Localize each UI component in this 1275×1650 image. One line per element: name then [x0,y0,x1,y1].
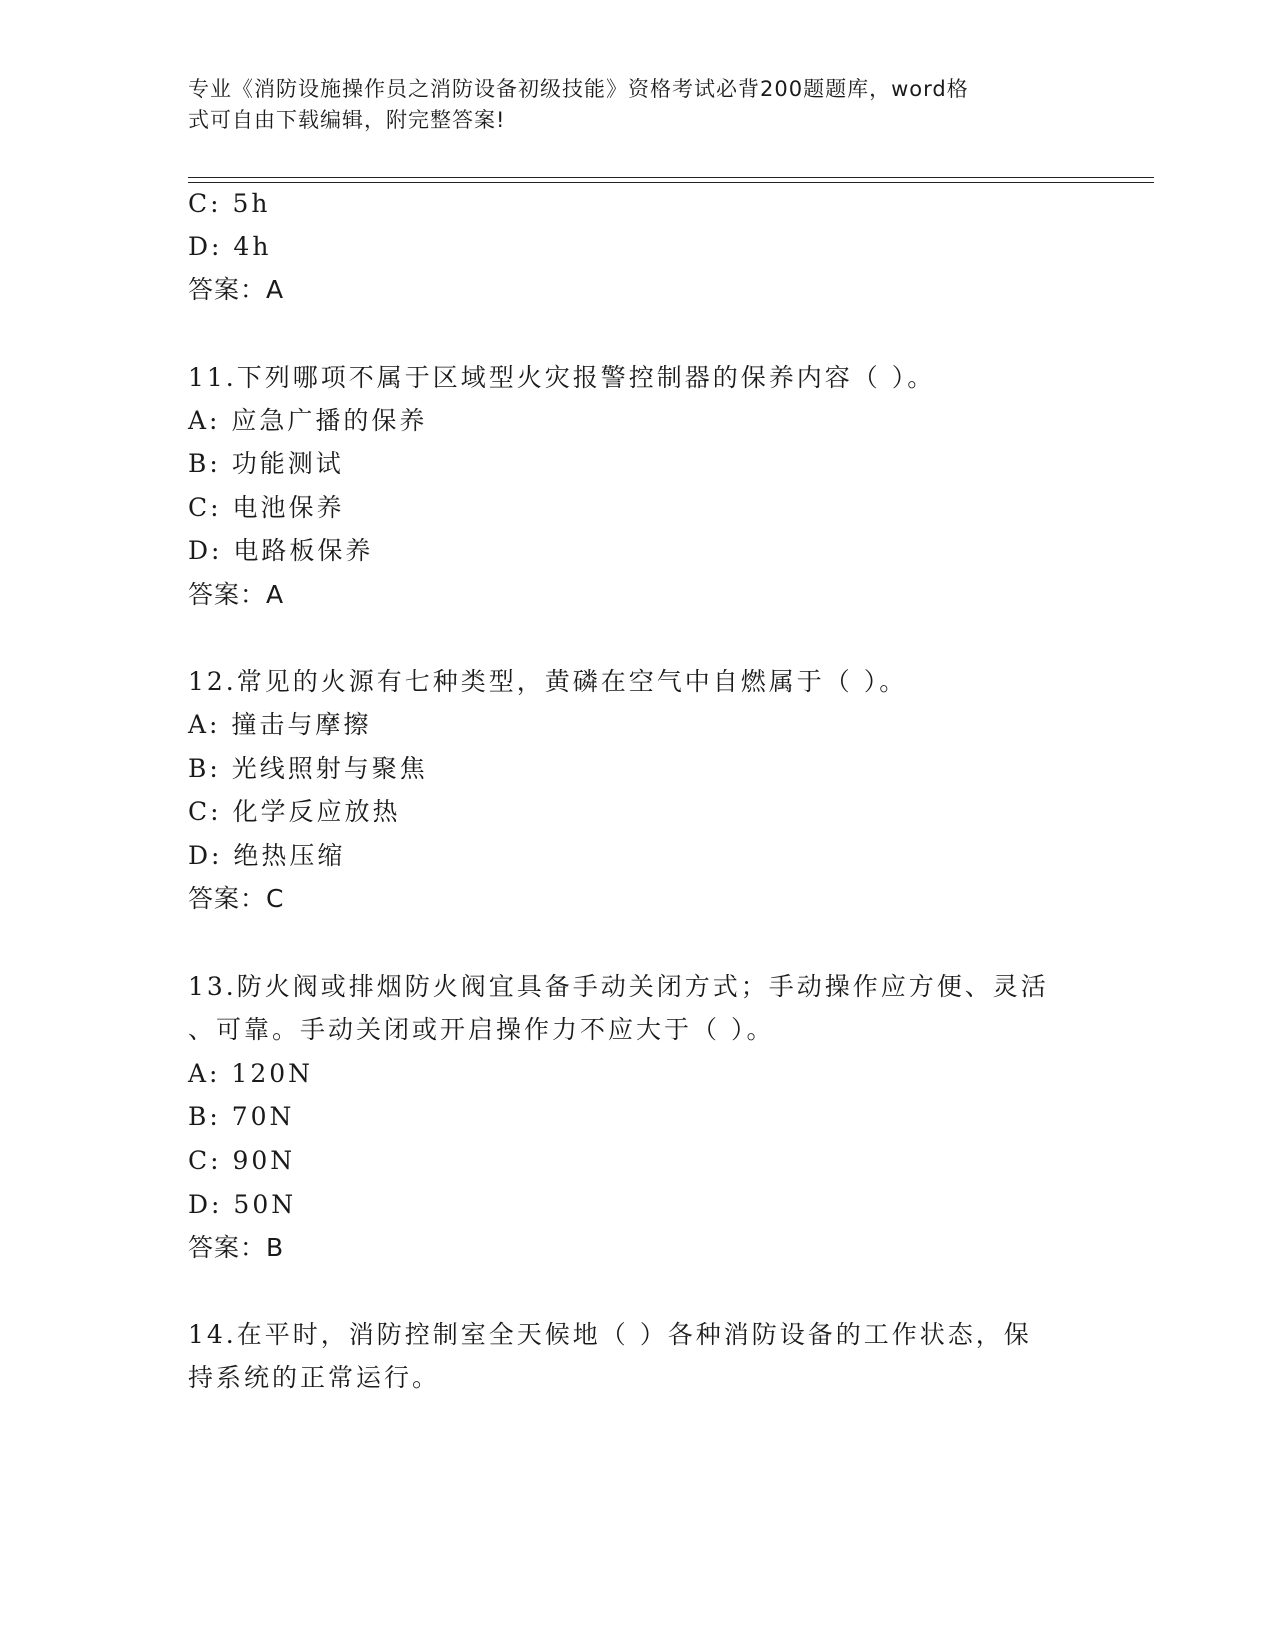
option-c: C: 90N [188,1146,296,1175]
answer-label: 答案：C [188,884,285,913]
answer-label: 答案：B [188,1233,285,1262]
question-stem: 12.常见的火源有七种类型，黄磷在空气中自燃属于（ ）。 [188,667,908,696]
header-title-line-2: 式可自由下载编辑，附完整答案! [188,108,506,132]
option-b: B: 光线照射与聚焦 [188,754,428,783]
question-stem: 14.在平时，消防控制室全天候地（ ）各种消防设备的工作状态，保 [188,1320,1032,1349]
option-d: D: 电路板保养 [188,536,374,565]
answer-label: 答案：A [188,275,285,304]
question-stem: 11.下列哪项不属于区域型火灾报警控制器的保养内容（ ）。 [188,363,936,392]
option-d: D: 绝热压缩 [188,841,346,870]
header-title-line-1: 专业《消防设施操作员之消防设备初级技能》资格考试必背200题题库，word格 [188,77,969,101]
question-stem-continued: 、可靠。手动关闭或开启操作力不应大于（ ）。 [188,1015,775,1044]
option-a: A: 120N [188,1059,314,1088]
option-b: B: 70N [188,1102,295,1131]
option-c: C: 电池保养 [188,493,345,522]
question-stem-continued: 持系统的正常运行。 [188,1363,441,1392]
option-c: C: 化学反应放热 [188,797,401,826]
header-divider-bottom [188,182,1154,183]
option-a: A: 应急广播的保养 [188,406,428,435]
document-header [188,74,1068,136]
option-b: B: 功能测试 [188,449,344,478]
header-divider-top [188,177,1154,178]
answer-label: 答案：A [188,580,285,609]
option-a: A: 撞击与摩擦 [188,710,372,739]
question-stem: 13.防火阀或排烟防火阀宜具备手动关闭方式；手动操作应方便、灵活 [188,972,1049,1001]
option-c: C: 5h [188,189,271,218]
option-d: D: 4h [188,232,272,261]
option-d: D: 50N [188,1190,297,1219]
